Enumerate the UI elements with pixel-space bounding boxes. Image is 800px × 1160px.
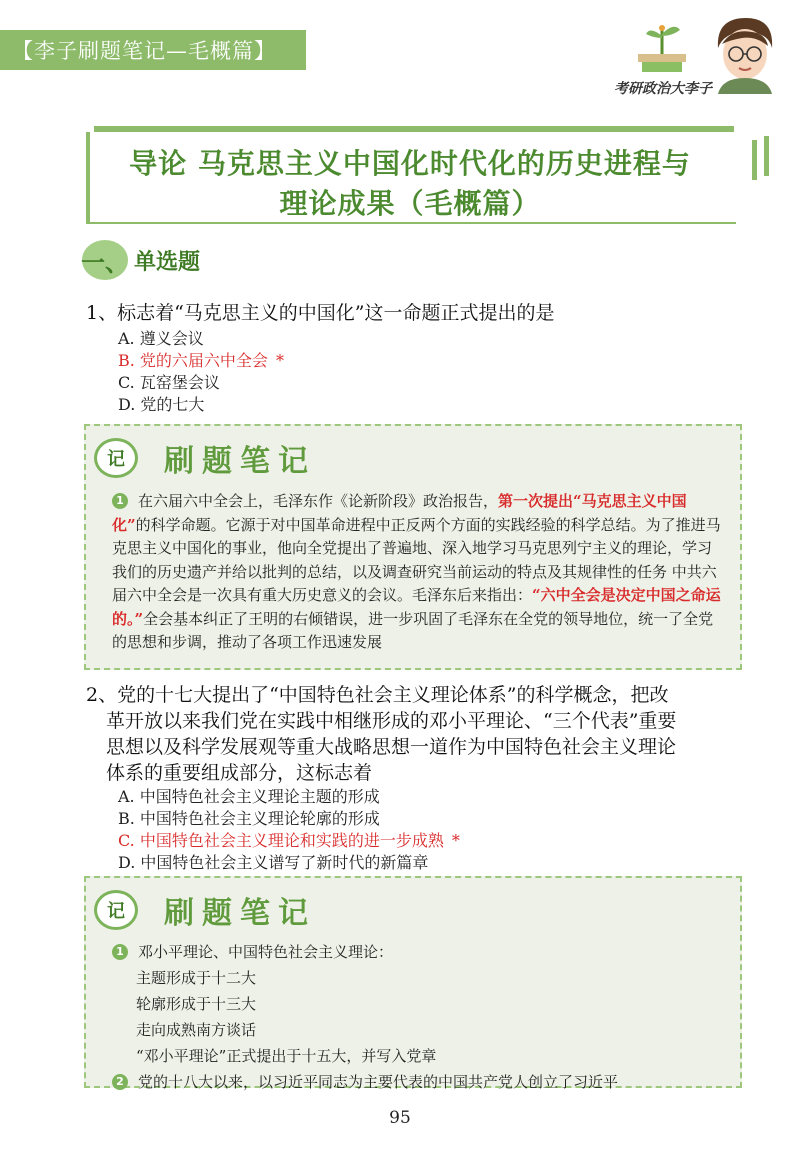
question-1-stem: 1、标志着“马克思主义的中国化”这一命题正式提出的是 bbox=[86, 302, 555, 324]
q2-option-c-text: C. 中国特色社会主义理论和实践的进一步成熟 bbox=[118, 831, 444, 850]
correct-mark: * bbox=[451, 831, 460, 850]
note-1-title: 刷题笔记 bbox=[164, 444, 316, 479]
note-2-header bbox=[94, 888, 316, 932]
note-1-part1: 在六届六中全会上，毛泽东作《论新阶段》政治报告， bbox=[138, 492, 499, 510]
note-2-line6 bbox=[112, 1072, 618, 1092]
title-decor-right bbox=[764, 136, 769, 176]
correct-mark: * bbox=[275, 351, 284, 370]
note-2-title: 刷题笔记 bbox=[164, 896, 316, 931]
note-icon: 记 bbox=[94, 438, 138, 478]
q2-option-d: D. 中国特色社会主义谱写了新时代的新篇章 bbox=[118, 853, 429, 872]
note-2-line4: 走向成熟南方谈话 bbox=[136, 1021, 257, 1039]
note-2-line1 bbox=[112, 942, 393, 962]
question-2-stem-line4: 体系的重要组成部分，这标志着 bbox=[106, 762, 373, 784]
note-1-highlight2: “六中全会是决定中国之命运的。” bbox=[112, 586, 721, 628]
avatar bbox=[712, 14, 778, 94]
q1-option-c: C. 瓦窑堡会议 bbox=[118, 373, 220, 392]
q1-option-b-text: B. 党的六届六中全会 bbox=[118, 351, 268, 370]
note-2-line6-text: 党的十八大以来，以习近平同志为主要代表的中国共产党人创立了习近平 bbox=[138, 1073, 619, 1091]
q2-option-b: B. 中国特色社会主义理论轮廓的形成 bbox=[118, 809, 380, 828]
note-1-part3: 全会基本纠正了王明的右倾错误，进一步巩固了毛泽东在全党的领导地位，统一了全党的思想和步调，推动了各项工作迅速发展 bbox=[112, 609, 714, 651]
note-1-header bbox=[94, 436, 316, 480]
q2-option-c bbox=[118, 830, 460, 852]
logo-icon bbox=[632, 20, 692, 76]
question-2-stem-line2: 革开放以来我们党在实践中相继形成的邓小平理论、“三个代表”重要 bbox=[106, 710, 677, 732]
title-decor-right bbox=[752, 140, 757, 180]
q1-option-a: A. 遵义会议 bbox=[118, 329, 204, 348]
q1-option-d: D. 党的七大 bbox=[118, 395, 205, 414]
logo-caption: 考研政治大李子 bbox=[614, 81, 712, 97]
page-title-line2: 理论成果（毛概篇） bbox=[279, 187, 541, 220]
question-2-stem-line3: 思想以及科学发展观等重大战略思想一道作为中国特色社会主义理论 bbox=[106, 736, 677, 758]
note-1-text bbox=[112, 490, 724, 655]
page-title: 导论 马克思主义中国化时代化的历史进程与 bbox=[129, 147, 691, 180]
section-heading bbox=[82, 240, 200, 280]
note-2-line3: 轮廓形成于十三大 bbox=[136, 995, 257, 1013]
question-2-stem-line1: 2、党的十七大提出了“中国特色社会主义理论体系”的科学概念，把改 bbox=[86, 684, 669, 706]
note-2-line1-text: 邓小平理论、中国特色社会主义理论： bbox=[138, 943, 394, 961]
note-1-highlight1: 第一次提出“马克思主义中国化” bbox=[112, 492, 687, 534]
page-number: 95 bbox=[389, 1108, 411, 1128]
q1-option-b bbox=[118, 350, 284, 372]
note-2-line5: “邓小平理论”正式提出于十五大，并写入党章 bbox=[136, 1047, 437, 1065]
section-number: 一、 bbox=[82, 240, 128, 280]
note-1-part2: 的科学命题。它源于对中国革命进程中正反两个方面的实践经验的科学总结。为了推进马克思主义中国化的事业，他向全党提出了普遍地、深入地学习马克思列宁主义的理论，学习我们的历史遗产并给以批判的总结，以及调查研究当前运动的特点及其规律性的任务 中共六届六中全会是一次具有重大历史意义的会议。毛泽东后来指出： bbox=[112, 515, 721, 604]
header-tab: 【李子刷题笔记—毛概篇】 bbox=[0, 30, 306, 70]
bullet-number: 2 bbox=[112, 1074, 128, 1090]
q2-option-a: A. 中国特色社会主义理论主题的形成 bbox=[118, 787, 380, 806]
note-icon: 记 bbox=[94, 890, 138, 930]
bullet-number: 1 bbox=[112, 493, 128, 509]
bullet-number: 1 bbox=[112, 944, 128, 960]
section-label: 单选题 bbox=[134, 249, 201, 275]
note-2-line2: 主题形成于十二大 bbox=[136, 969, 257, 987]
